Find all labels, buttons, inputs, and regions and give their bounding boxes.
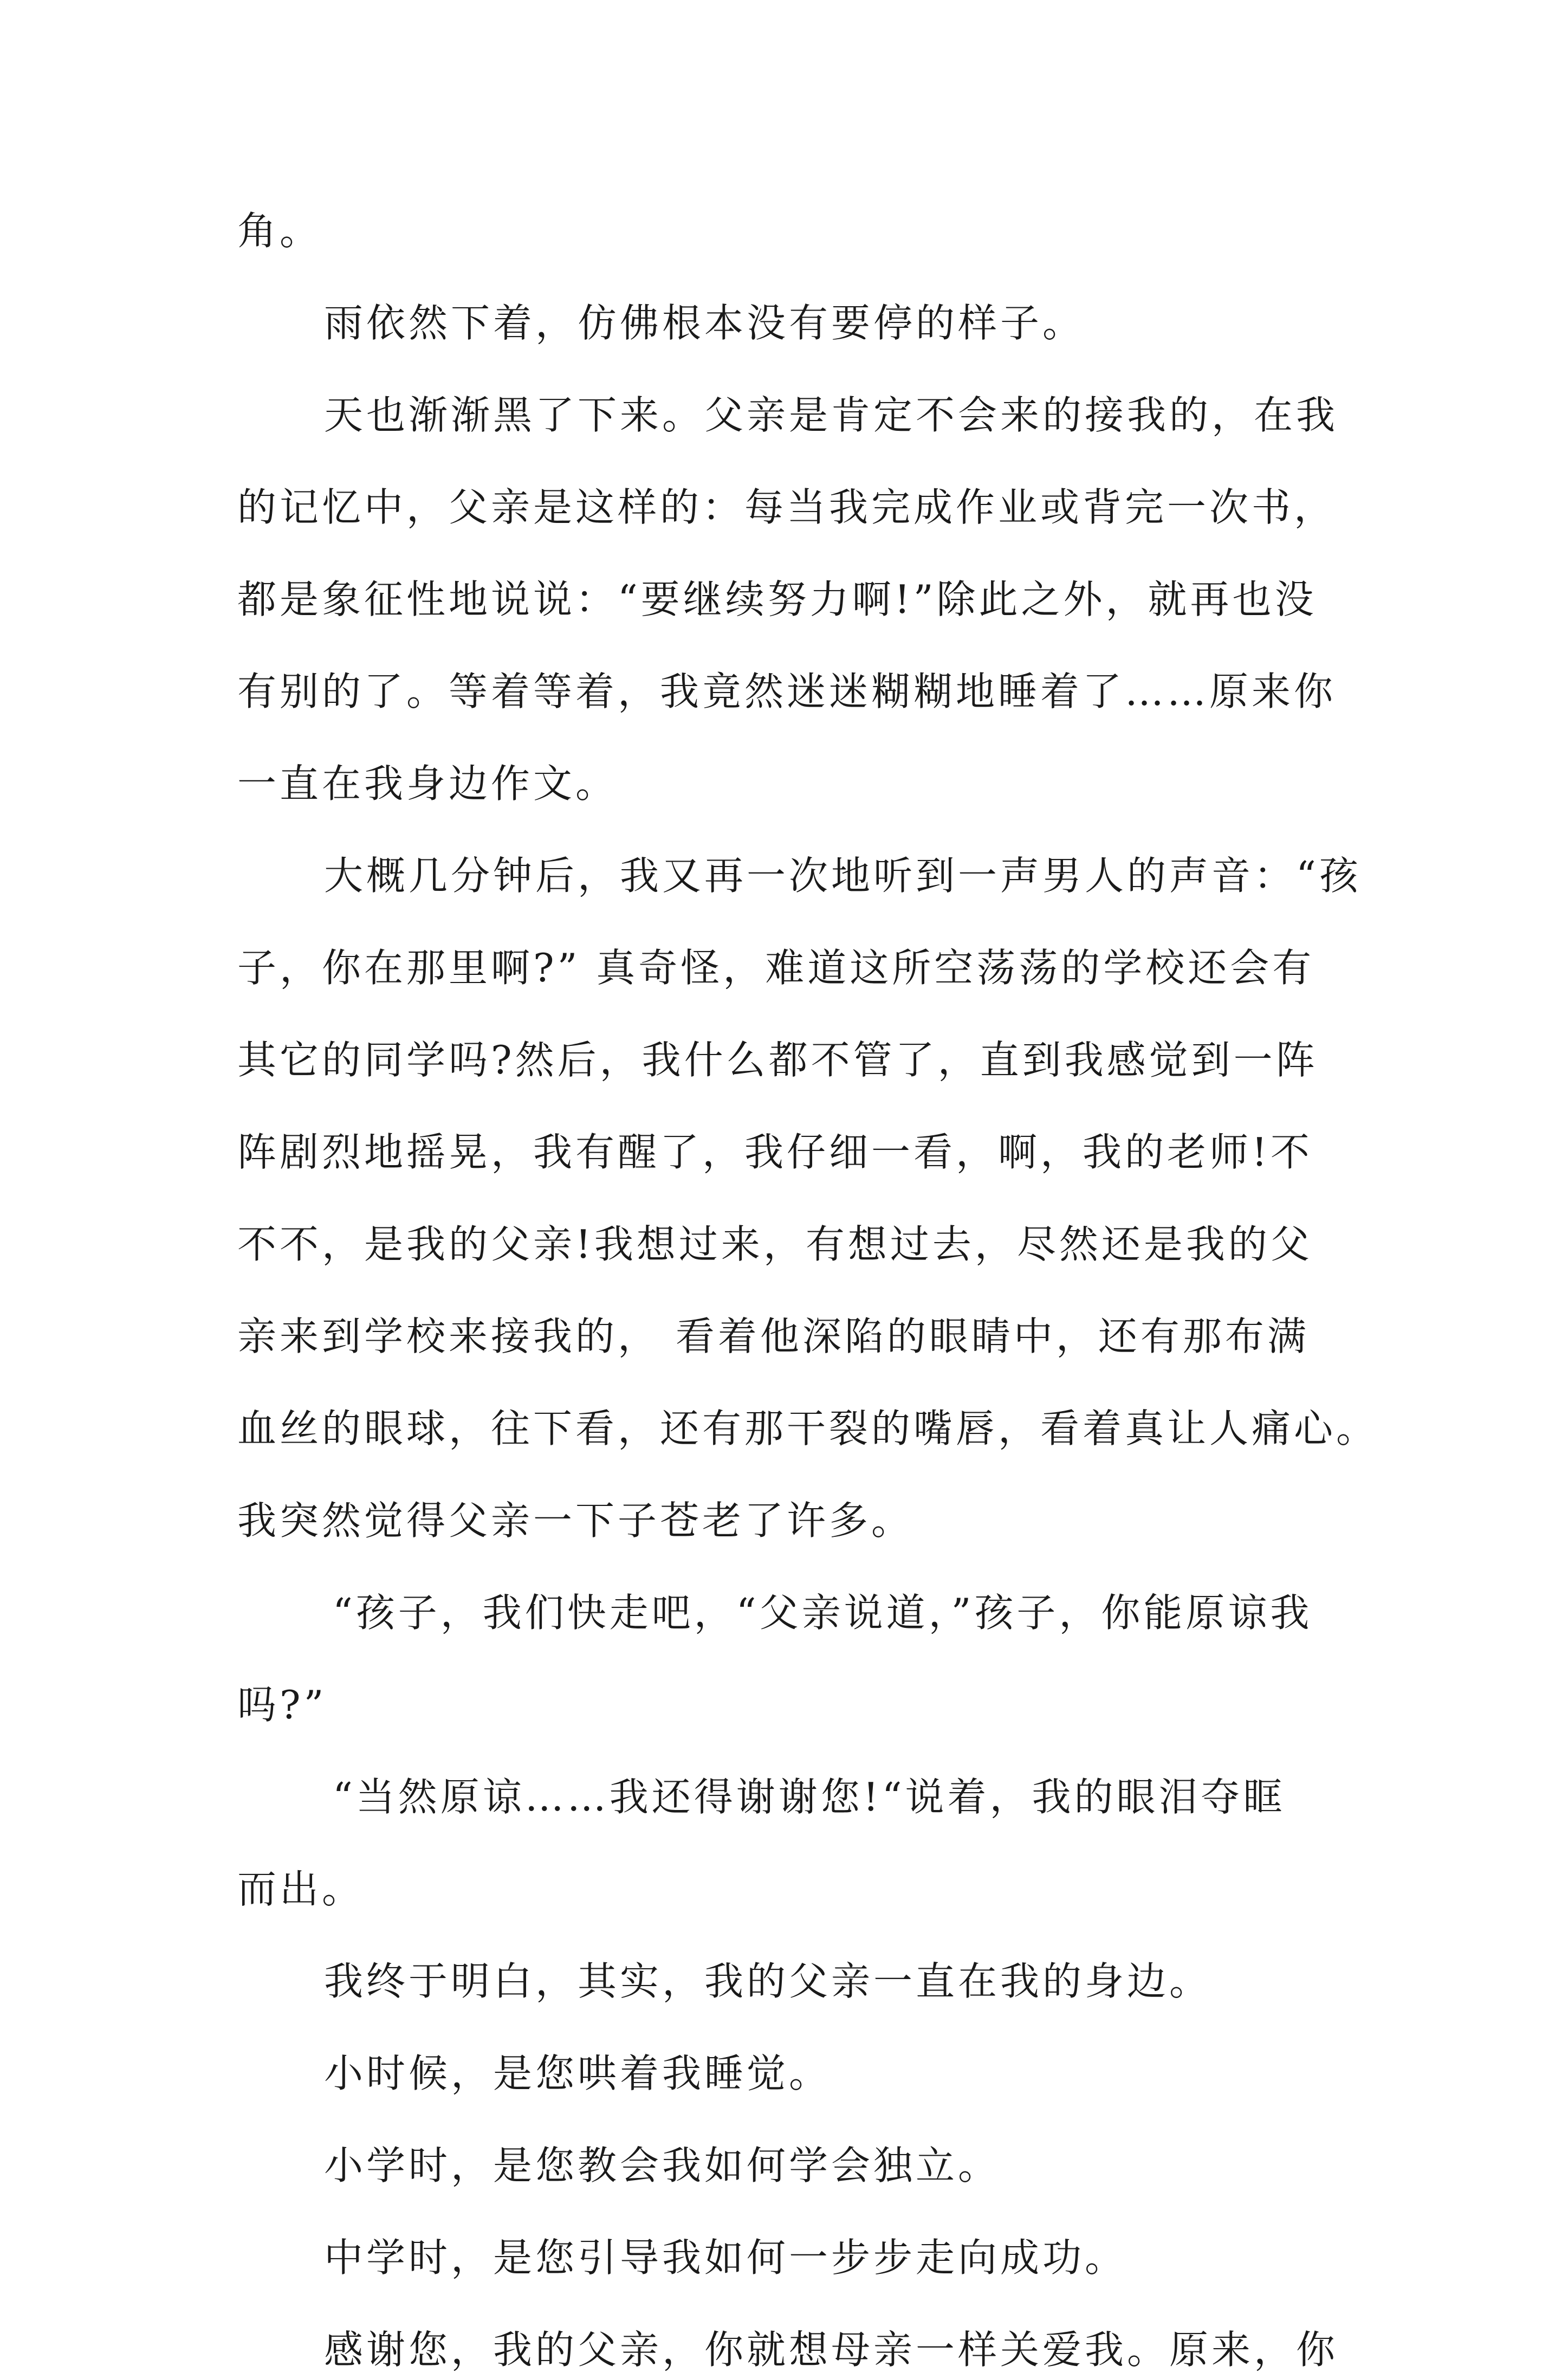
text-line: 我终于明白，其实，我的父亲一直在我的身边。: [324, 1958, 1212, 2004]
text-line: 不不，是我的父亲!我想过来，有想过去，尽然还是我的父: [237, 1221, 1313, 1267]
text-line: 亲来到学校来接我的， 看着他深陷的眼睛中，还有那布满: [237, 1314, 1310, 1359]
text-line: 阵剧烈地摇晃，我有醒了，我仔细一看，啊，我的老师!不: [237, 1129, 1313, 1175]
text-line: 血丝的眼球，往下看，还有那干裂的嘴唇，看着真让人痛心。: [237, 1406, 1379, 1451]
text-line: 中学时，是您引导我如何一步步走向成功。: [324, 2235, 1128, 2280]
text-line: 角。: [237, 208, 322, 254]
text-line: 其它的同学吗?然后，我什么都不管了，直到我感觉到一阵: [237, 1037, 1318, 1083]
essay-body: [237, 202, 1379, 2379]
text-line: “孩子，我们快走吧，“父亲说道，”孩子，你能原谅我: [333, 1590, 1313, 1635]
text-line: 小学时，是您教会我如何学会独立。: [324, 2143, 1001, 2188]
text-line: 一直在我身边作文。: [237, 761, 618, 806]
text-line: 有别的了。等着等着，我竟然迷迷糊糊地睡着了……原来你: [237, 669, 1337, 714]
text-line: 我突然觉得父亲一下子苍老了许多。: [237, 1498, 914, 1543]
text-line: 小时候，是您哄着我睡觉。: [324, 2051, 832, 2096]
text-line: 吗?”: [237, 1682, 327, 1728]
text-line: 雨依然下着，仿佛根本没有要停的样子。: [324, 300, 1085, 346]
text-line: 天也渐渐黑了下来。父亲是肯定不会来的接我的，在我: [324, 392, 1339, 438]
text-line: 大概几分钟后，我又再一次地听到一声男人的声音：“孩: [324, 853, 1362, 898]
text-line: 子，你在那里啊?” 真奇怪，难道这所空荡荡的学校还会有: [237, 945, 1315, 991]
text-line: 的记忆中，父亲是这样的：每当我完成作业或背完一次书，: [237, 484, 1337, 530]
text-line: “当然原谅……我还得谢谢您!“说着，我的眼泪夺眶: [333, 1774, 1286, 1820]
text-line: 都是象征性地说说：“要继续努力啊!”除此之外，就再也没: [237, 577, 1317, 622]
text-line: 感谢您，我的父亲，你就想母亲一样关爱我。原来，你: [324, 2327, 1339, 2372]
text-line: 而出。: [237, 1866, 365, 1912]
